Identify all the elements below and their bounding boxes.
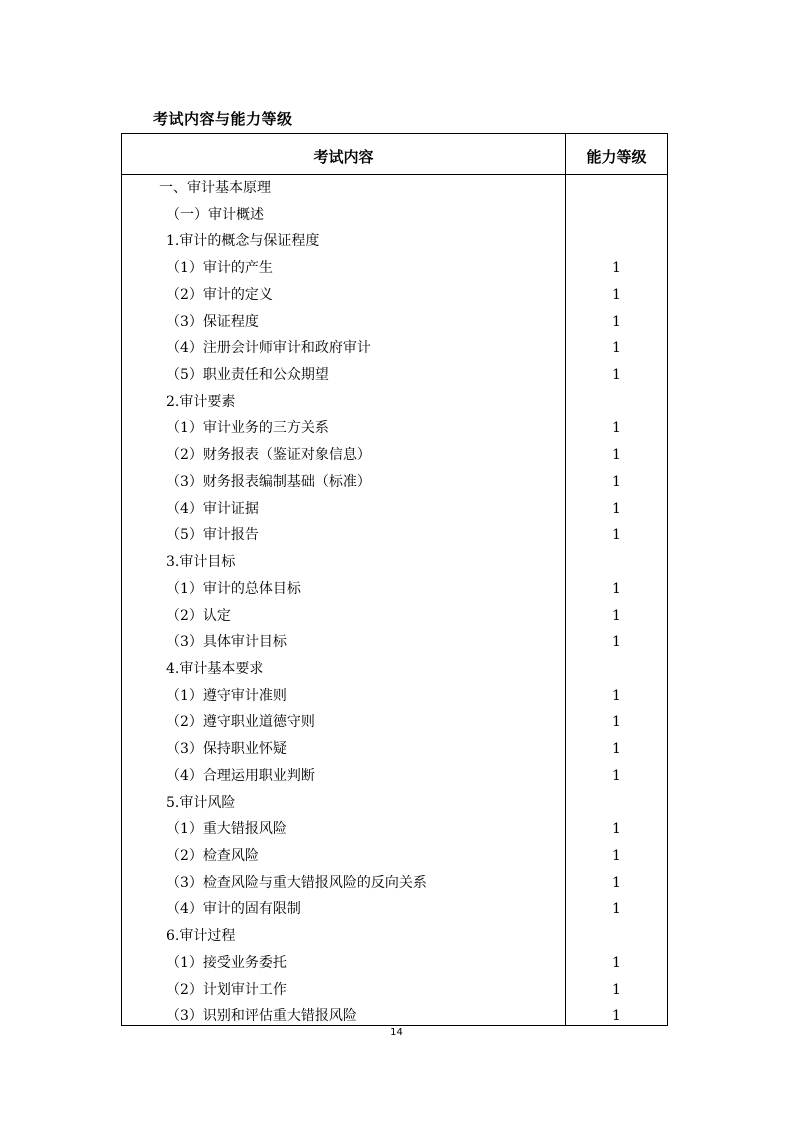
- row-content-text: 3.审计目标: [166, 554, 236, 571]
- row-ability-level: 1: [612, 741, 621, 758]
- table-row: [122, 442, 667, 469]
- row-content-text: 4.审计基本要求: [166, 660, 264, 677]
- table-row: [122, 870, 667, 897]
- table-row: [122, 950, 667, 977]
- row-ability-level: 1: [612, 500, 621, 517]
- table-row: [122, 683, 667, 710]
- row-ability-level: 1: [612, 580, 621, 597]
- row-content-text: （1）审计的产生: [166, 260, 273, 277]
- table-row: [122, 496, 667, 523]
- table-row: [122, 816, 667, 843]
- row-content-text: （2）遵守职业道德守则: [166, 714, 315, 731]
- row-content-text: （2）财务报表（鉴证对象信息）: [166, 447, 371, 464]
- row-ability-level: 1: [612, 340, 621, 357]
- row-content-text: （4）合理运用职业判断: [166, 767, 315, 784]
- table-row: [122, 549, 667, 576]
- table-row: [122, 736, 667, 763]
- row-ability-level: 1: [612, 286, 621, 303]
- row-ability-level: 1: [612, 1008, 621, 1025]
- table-row: [122, 843, 667, 870]
- table-row: [122, 202, 667, 229]
- row-ability-level: 1: [612, 767, 621, 784]
- row-content-text: （4）审计的固有限制: [166, 901, 301, 918]
- row-content-text: （2）审计的定义: [166, 286, 273, 303]
- table-row: [122, 656, 667, 683]
- row-ability-level: 1: [612, 473, 621, 490]
- row-content-text: （2）计划审计工作: [166, 981, 287, 998]
- row-ability-level: 1: [612, 367, 621, 384]
- table-row: [122, 1003, 667, 1030]
- table-row: [122, 763, 667, 790]
- row-content-text: （5）审计报告: [166, 527, 259, 544]
- row-content-text: （1）审计的总体目标: [166, 580, 301, 597]
- table-row: [122, 309, 667, 336]
- row-content-text: 5.审计风险: [166, 794, 236, 811]
- row-content-text: （2）认定: [166, 607, 231, 624]
- row-ability-level: 1: [612, 981, 621, 998]
- table-row: [122, 923, 667, 950]
- exam-content-table: [121, 133, 668, 1026]
- row-content-text: （5）职业责任和公众期望: [166, 367, 329, 384]
- table-row: [122, 362, 667, 389]
- table-row: [122, 522, 667, 549]
- row-content-text: （1）遵守审计准则: [166, 687, 287, 704]
- row-ability-level: 1: [612, 954, 621, 971]
- row-content-text: （3）财务报表编制基础（标准）: [166, 473, 371, 490]
- row-content-text: （3）保持职业怀疑: [166, 741, 287, 758]
- row-ability-level: 1: [612, 874, 621, 891]
- table-row: [122, 415, 667, 442]
- header-ability-level: 能力等级: [586, 148, 647, 166]
- row-ability-level: 1: [612, 527, 621, 544]
- row-ability-level: 1: [612, 260, 621, 277]
- table-row: [122, 469, 667, 496]
- table-row: [122, 228, 667, 255]
- row-content-text: （3）识别和评估重大错报风险: [166, 1008, 357, 1025]
- table-row: [122, 977, 667, 1004]
- page-number: 14: [390, 1027, 403, 1038]
- row-content-text: （4）审计证据: [166, 500, 259, 517]
- row-ability-level: 1: [612, 847, 621, 864]
- table-row: [122, 282, 667, 309]
- table-body: [122, 175, 667, 1030]
- table-row: [122, 709, 667, 736]
- row-content-text: （一）审计概述: [166, 206, 264, 223]
- table-row: [122, 896, 667, 923]
- table-row: [122, 255, 667, 282]
- row-content-text: （3）保证程度: [166, 313, 259, 330]
- row-ability-level: 1: [612, 607, 621, 624]
- row-ability-level: 1: [612, 634, 621, 651]
- row-content-text: 1.审计的概念与保证程度: [166, 233, 320, 250]
- row-ability-level: 1: [612, 313, 621, 330]
- table-row: [122, 175, 667, 202]
- row-ability-level: 1: [612, 714, 621, 731]
- table-row: [122, 629, 667, 656]
- table-header-row: [122, 134, 667, 175]
- row-content-text: （1）重大错报风险: [166, 821, 287, 838]
- header-exam-content: 考试内容: [313, 148, 374, 166]
- table-row: [122, 790, 667, 817]
- row-content-text: （4）注册会计师审计和政府审计: [166, 340, 371, 357]
- table-row: [122, 576, 667, 603]
- table-row: [122, 335, 667, 362]
- row-content-text: （1）接受业务委托: [166, 954, 287, 971]
- row-content-text: 2.审计要素: [166, 393, 236, 410]
- row-ability-level: 1: [612, 901, 621, 918]
- row-content-text: （3）具体审计目标: [166, 634, 287, 651]
- row-content-text: 一、审计基本原理: [159, 180, 271, 196]
- row-ability-level: 1: [612, 447, 621, 464]
- row-content-text: 6.审计过程: [166, 928, 236, 945]
- row-content-text: （3）检查风险与重大错报风险的反向关系: [166, 874, 427, 891]
- row-ability-level: 1: [612, 687, 621, 704]
- row-content-text: （1）审计业务的三方关系: [166, 420, 329, 437]
- table-row: [122, 603, 667, 630]
- row-ability-level: 1: [612, 821, 621, 838]
- section-heading: 考试内容与能力等级: [153, 110, 293, 128]
- row-ability-level: 1: [612, 420, 621, 437]
- row-content-text: （2）检查风险: [166, 847, 259, 864]
- table-row: [122, 389, 667, 416]
